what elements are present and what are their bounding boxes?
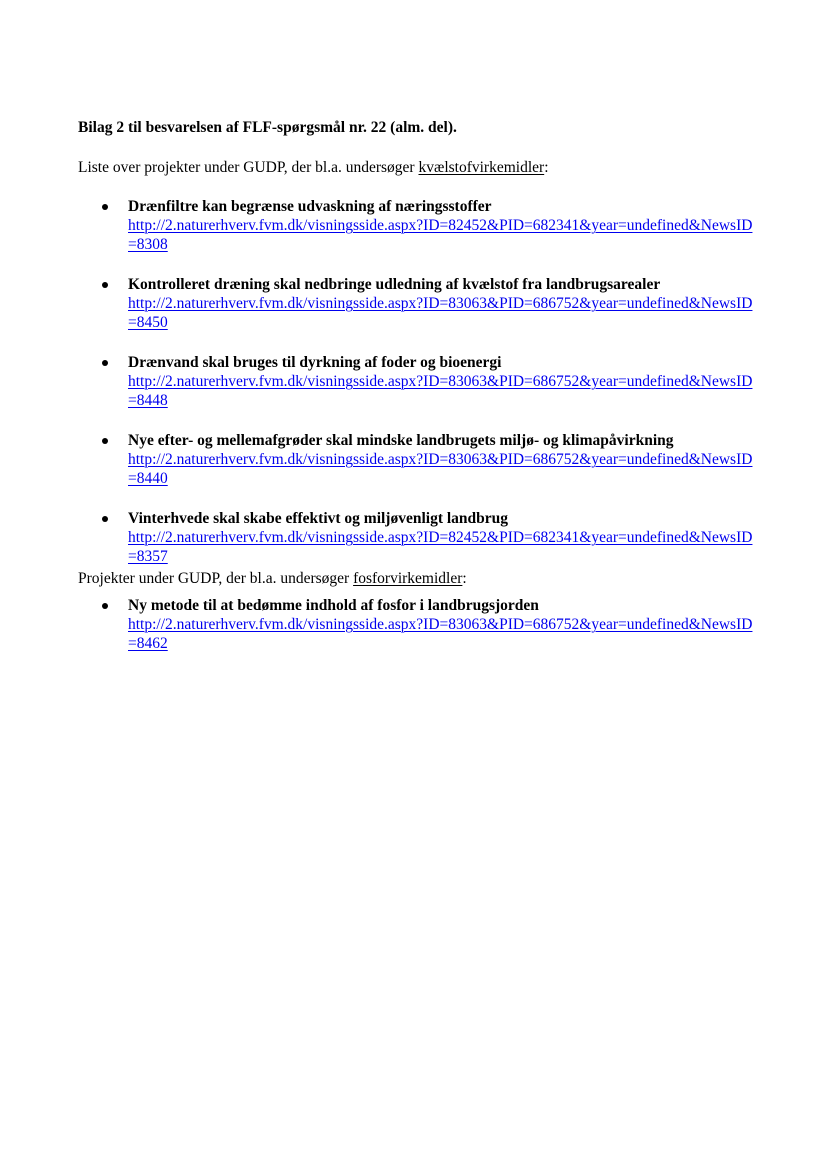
- bullet-icon: [102, 282, 108, 288]
- project-link[interactable]: http://2.naturerhverv.fvm.dk/visningsside.aspx?ID=83063&PID=686752&year=undefined&NewsID=8440: [128, 451, 753, 487]
- project-title: Kontrolleret dræning skal nedbringe udledning af kvælstof fra landbrugsarealer: [128, 276, 661, 293]
- section2-intro-suffix: :: [462, 570, 467, 587]
- project-title: Nye efter- og mellemafgrøder skal mindske landbrugets miljø- og klimapåvirkning: [128, 432, 674, 449]
- section2-intro: [78, 569, 758, 589]
- project-link[interactable]: http://2.naturerhverv.fvm.dk/visningsside.aspx?ID=82452&PID=682341&year=undefined&NewsID=8357: [128, 529, 753, 565]
- section2-intro-term: fosforvirkemidler: [353, 570, 463, 587]
- list-item: [78, 431, 758, 488]
- document-page: [78, 118, 758, 653]
- list-item: [78, 197, 758, 254]
- project-link[interactable]: http://2.naturerhverv.fvm.dk/visningsside.aspx?ID=83063&PID=686752&year=undefined&NewsID=8448: [128, 373, 753, 409]
- bullet-icon: [102, 204, 108, 210]
- section2-project-list: [78, 596, 758, 653]
- project-title: Ny metode til at bedømme indhold af fosfor i landbrugsjorden: [128, 597, 539, 614]
- section1-intro: [78, 158, 758, 178]
- list-item: [78, 509, 758, 566]
- project-title: Vinterhvede skal skabe effektivt og miljøvenligt landbrug: [128, 510, 509, 527]
- list-item: [78, 596, 758, 653]
- project-title: Drænvand skal bruges til dyrkning af foder og bioenergi: [128, 354, 502, 371]
- bullet-icon: [102, 438, 108, 444]
- project-link[interactable]: http://2.naturerhverv.fvm.dk/visningsside.aspx?ID=83063&PID=686752&year=undefined&NewsID=8462: [128, 616, 753, 652]
- section1-intro-suffix: :: [544, 159, 549, 176]
- bullet-icon: [102, 603, 108, 609]
- list-item: [78, 275, 758, 332]
- section2-intro-text: Projekter under GUDP, der bl.a. undersøger: [78, 570, 354, 587]
- bullet-icon: [102, 516, 108, 522]
- section1-project-list: [78, 197, 758, 566]
- section1-intro-term: kvælstofvirkemidler: [418, 159, 545, 176]
- bullet-icon: [102, 360, 108, 366]
- project-title: Drænfiltre kan begrænse udvaskning af næringsstoffer: [128, 198, 492, 215]
- list-item: [78, 353, 758, 410]
- document-heading: Bilag 2 til besvarelsen af FLF-spørgsmål nr. 22 (alm. del).: [78, 119, 457, 136]
- project-link[interactable]: http://2.naturerhverv.fvm.dk/visningsside.aspx?ID=83063&PID=686752&year=undefined&NewsID=8450: [128, 295, 753, 331]
- project-link[interactable]: http://2.naturerhverv.fvm.dk/visningsside.aspx?ID=82452&PID=682341&year=undefined&NewsID=8308: [128, 217, 753, 253]
- section1-intro-text: Liste over projekter under GUDP, der bl.a. undersøger: [78, 159, 419, 176]
